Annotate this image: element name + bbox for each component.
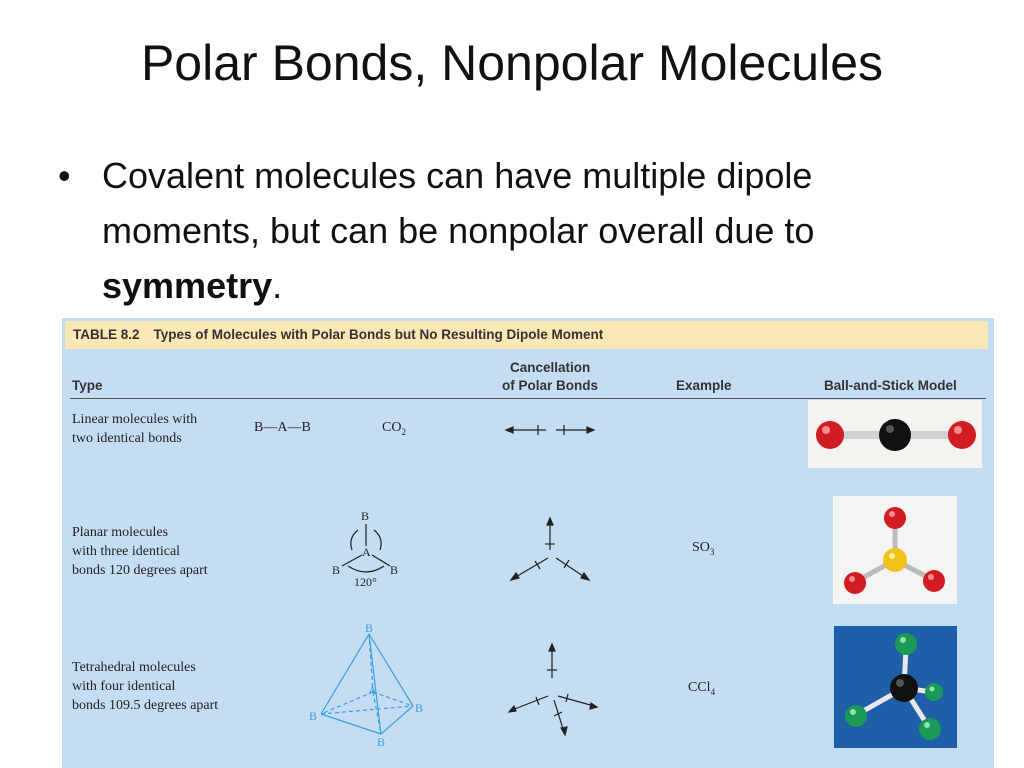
tetra-b-top: B [365,621,374,635]
row-planar-formula-main: SO [692,540,710,555]
ccl4-ball-stick-model [834,626,957,748]
slide-title: Polar Bonds, Nonpolar Molecules [140,35,884,91]
bullet-text-main: Covalent molecules can have multiple dipole moments, but can be nonpolar overall due to [102,155,815,251]
planar-b-left: B [332,563,341,577]
so3-ball-stick-model [833,496,957,604]
planar-b-top: B [361,509,370,523]
header-model: Ball-and-Stick Model [824,378,957,393]
planar-cancellation-arrows-icon [502,514,602,590]
tetra-b-bottom: B [377,735,386,749]
header-rule [70,398,986,399]
row-tetrahedral-formula-sub: 4 [710,686,716,697]
row-linear-formula-main: CO [382,420,402,435]
ccl4-model-icon [834,626,957,748]
so3-model-icon [833,496,957,604]
tetrahedral-cancellation-arrows-icon [502,640,612,740]
table-caption [73,327,603,342]
tetra-b-right: B [415,701,424,715]
row-planar-type-line1: Planar molecules [72,525,169,540]
row-planar-formula-sub: 3 [709,546,715,557]
planar-angle: 120° [354,575,377,589]
bullet-marker: • [58,155,71,196]
row-planar-type-line2: with three identical [72,544,181,559]
row-tetrahedral-type-line3: bonds 109.5 degrees apart [72,698,219,713]
header-example: Example [676,378,732,393]
planar-a-center: A [362,545,371,559]
linear-cancellation-arrows-icon [502,418,602,442]
row-linear-type [72,410,197,448]
row-planar-type [72,523,208,580]
planar-b-right: B [390,563,399,577]
row-linear-type-line1: Linear molecules with [72,412,198,427]
header-cancellation-line1: Cancellation [510,360,591,375]
row-tetrahedral-formula-main: CCl [688,680,711,695]
row-linear-formula [382,420,406,437]
row-tetrahedral-type [72,658,218,715]
row-planar-type-line3: bonds 120 degrees apart [72,563,208,578]
row-tetrahedral-type-line1: Tetrahedral molecules [72,660,196,675]
table-caption-bar [65,321,988,349]
row-tetrahedral-type-line2: with four identical [72,679,176,694]
tetra-b-left: B [309,709,318,723]
co2-model-icon [808,400,982,468]
tetra-a-center: A [368,683,377,697]
table-number: TABLE 8.2 [73,327,140,342]
table-caption-text: Types of Molecules with Polar Bonds but No Resulting Dipole Moment [153,327,604,342]
header-type: Type [72,378,103,393]
row-linear-geometry: B—A—B [254,420,311,435]
co2-ball-stick-model [808,400,982,468]
row-linear-type-line2: two identical bonds [72,431,182,446]
row-linear-formula-sub: 2 [401,426,406,437]
tetrahedral-geometry-icon [307,622,437,748]
row-planar-formula [692,540,714,557]
molecule-table-figure [62,318,994,768]
bullet-text-bold: symmetry [102,265,273,306]
trigonal-planar-geometry-icon [324,508,414,592]
bullet-text [102,148,962,313]
header-cancellation-line2: of Polar Bonds [502,378,599,393]
bullet-text-end: . [272,265,283,306]
row-tetrahedral-formula [688,680,715,697]
